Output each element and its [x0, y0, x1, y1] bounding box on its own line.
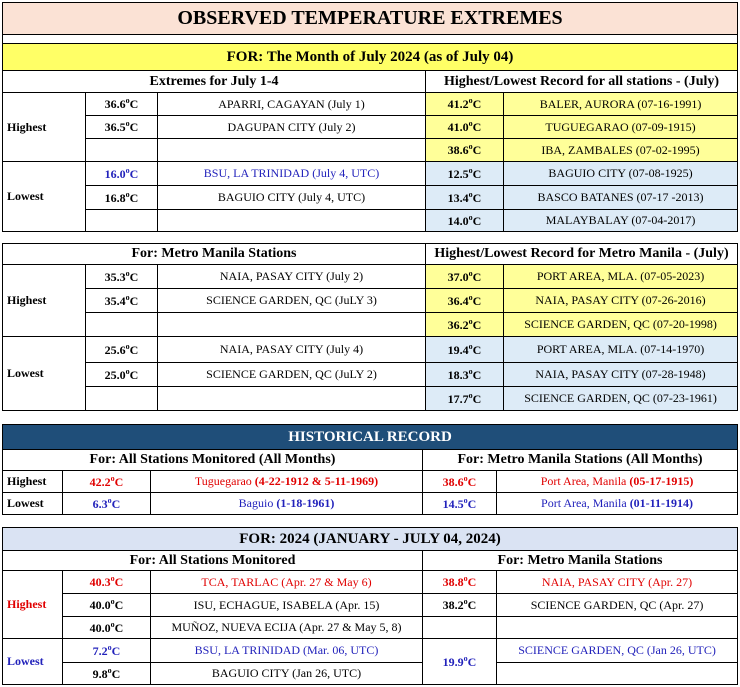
report-title: OBSERVED TEMPERATURE EXTREMES [3, 3, 738, 35]
record-station: NAIA, PASAY CITY (Apr. 27) [497, 571, 738, 594]
station-cell: BSU, LA TRINIDAD (July 4, UTC) [158, 162, 426, 186]
record-station: MALAYBALAY (07-04-2017) [504, 210, 738, 232]
temp-value: 40.3$^o$C [63, 571, 151, 594]
station-cell: Baguio (1-18-1961) [151, 493, 423, 515]
record-value: 17.7$^o$C [426, 387, 504, 411]
record-station: IBA, ZAMBALES (07-02-1995) [504, 139, 738, 162]
record-value: 41.2$^o$C [426, 93, 504, 116]
station-cell: NAIA, PASAY CITY (July 2) [158, 265, 426, 289]
station-cell: BAGUIO CITY (July 4, UTC) [158, 186, 426, 210]
record-station: NAIA, PASAY CITY (07-28-1948) [504, 363, 738, 387]
s3-right-header: For: Metro Manila Stations (All Months) [423, 450, 738, 471]
record-value: 13.4$^o$C [426, 186, 504, 210]
station-cell: BSU, LA TRINIDAD (Mar. 06, UTC) [151, 639, 423, 663]
record-value: 37.0$^o$C [426, 265, 504, 289]
record-station: Port Area, Manila (05-17-1915) [497, 471, 738, 493]
station-cell: BAGUIO CITY (Jan 26, UTC) [151, 663, 423, 685]
temp-value: 36.6$^o$C [86, 93, 158, 116]
temp-value: 16.8$^o$C [86, 186, 158, 210]
temp-value: 7.2$^o$C [63, 639, 151, 663]
station-cell: APARRI, CAGAYAN (July 1) [158, 93, 426, 116]
record-value: 12.5$^o$C [426, 162, 504, 186]
historical-title: HISTORICAL RECORD [3, 425, 738, 450]
s2-highest-label: Highest [3, 265, 86, 337]
station-cell: SCIENCE GARDEN, QC (JuLY 2) [158, 363, 426, 387]
record-value: 36.2$^o$C [426, 313, 504, 337]
record-value: 19.9$^o$C [423, 639, 497, 685]
ytd-title: FOR: 2024 (JANUARY - JULY 04, 2024) [3, 528, 738, 551]
station-cell: Tuguegarao (4-22-1912 & 5-11-1969) [151, 471, 423, 493]
station-cell: DAGUPAN CITY (July 2) [158, 116, 426, 139]
record-value: 36.4$^o$C [426, 289, 504, 313]
temp-value: 42.2$^o$C [63, 471, 151, 493]
s2-lowest-label: Lowest [3, 337, 86, 411]
record-value: 38.6$^o$C [426, 139, 504, 162]
temp-value: 25.6$^o$C [86, 337, 158, 363]
station-cell: TCA, TARLAC (Apr. 27 & May 6) [151, 571, 423, 594]
record-station: NAIA, PASAY CITY (07-26-2016) [504, 289, 738, 313]
record-station: SCIENCE GARDEN, QC (07-23-1961) [504, 387, 738, 411]
temp-value: 35.4$^o$C [86, 289, 158, 313]
record-station: BASCO BATANES (07-17 -2013) [504, 186, 738, 210]
record-station: TUGUEGARAO (07-09-1915) [504, 116, 738, 139]
s4-left-header: For: All Stations Monitored [3, 551, 423, 571]
record-value: 41.0$^o$C [426, 116, 504, 139]
record-value: 19.4$^o$C [426, 337, 504, 363]
record-station: Port Area, Manila (01-11-1914) [497, 493, 738, 515]
station-cell: SCIENCE GARDEN, QC (JuLY 3) [158, 289, 426, 313]
record-value: 38.6$^o$C [423, 471, 497, 493]
s4-lowest-label: Lowest [3, 639, 63, 685]
record-station: PORT AREA, MLA. (07-05-2023) [504, 265, 738, 289]
s2-right-header: Highest/Lowest Record for Metro Manila - (July) [426, 244, 738, 265]
record-value: 18.3$^o$C [426, 363, 504, 387]
record-value: 38.8$^o$C [423, 571, 497, 594]
record-station: SCIENCE GARDEN, QC (Apr. 27) [497, 594, 738, 617]
temp-value: 6.3$^o$C [63, 493, 151, 515]
temp-value: 9.8$^o$C [63, 663, 151, 685]
section-metro-manila [2, 243, 738, 411]
temp-value: 40.0$^o$C [63, 617, 151, 639]
record-value: 38.2$^o$C [423, 594, 497, 617]
station-cell: MUÑOZ, NUEVA ECIJA (Apr. 27 & May 5, 8) [151, 617, 423, 639]
section-historical-record [2, 424, 738, 515]
station-cell: NAIA, PASAY CITY (July 4) [158, 337, 426, 363]
temp-value: 40.0$^o$C [63, 594, 151, 617]
s3-highest-label: Highest [3, 471, 63, 493]
s1-body [3, 93, 738, 232]
s4-highest-label: Highest [3, 571, 63, 639]
temp-value: 35.3$^o$C [86, 265, 158, 289]
s3-lowest-label: Lowest [3, 493, 63, 515]
month-period-banner: FOR: The Month of July 2024 (as of July 04) [3, 44, 738, 71]
record-value: 14.5$^o$C [423, 493, 497, 515]
s4-right-header: For: Metro Manila Stations [423, 551, 738, 571]
station-cell: ISU, ECHAGUE, ISABELA (Apr. 15) [151, 594, 423, 617]
temp-value: 36.5$^o$C [86, 116, 158, 139]
record-station: BAGUIO CITY (07-08-1925) [504, 162, 738, 186]
record-station: PORT AREA, MLA. (07-14-1970) [504, 337, 738, 363]
section-2024-ytd [2, 527, 738, 685]
temp-value: 25.0$^o$C [86, 363, 158, 387]
temp-value: 16.0$^o$C [86, 162, 158, 186]
record-value: 14.0$^o$C [426, 210, 504, 232]
s1-right-header: Highest/Lowest Record for all stations - (July) [426, 71, 738, 93]
s2-left-header: For: Metro Manila Stations [3, 244, 426, 265]
record-station: SCIENCE GARDEN, QC (07-20-1998) [504, 313, 738, 337]
s1-left-header: Extremes for July 1-4 [3, 71, 426, 93]
section-july-all-stations [2, 2, 738, 232]
record-station: BALER, AURORA (07-16-1991) [504, 93, 738, 116]
s1-lowest-label: Lowest [3, 162, 86, 232]
s1-highest-label: Highest [3, 93, 86, 162]
s3-left-header: For: All Stations Monitored (All Months) [3, 450, 423, 471]
record-station: SCIENCE GARDEN, QC (Jan 26, UTC) [497, 639, 738, 663]
